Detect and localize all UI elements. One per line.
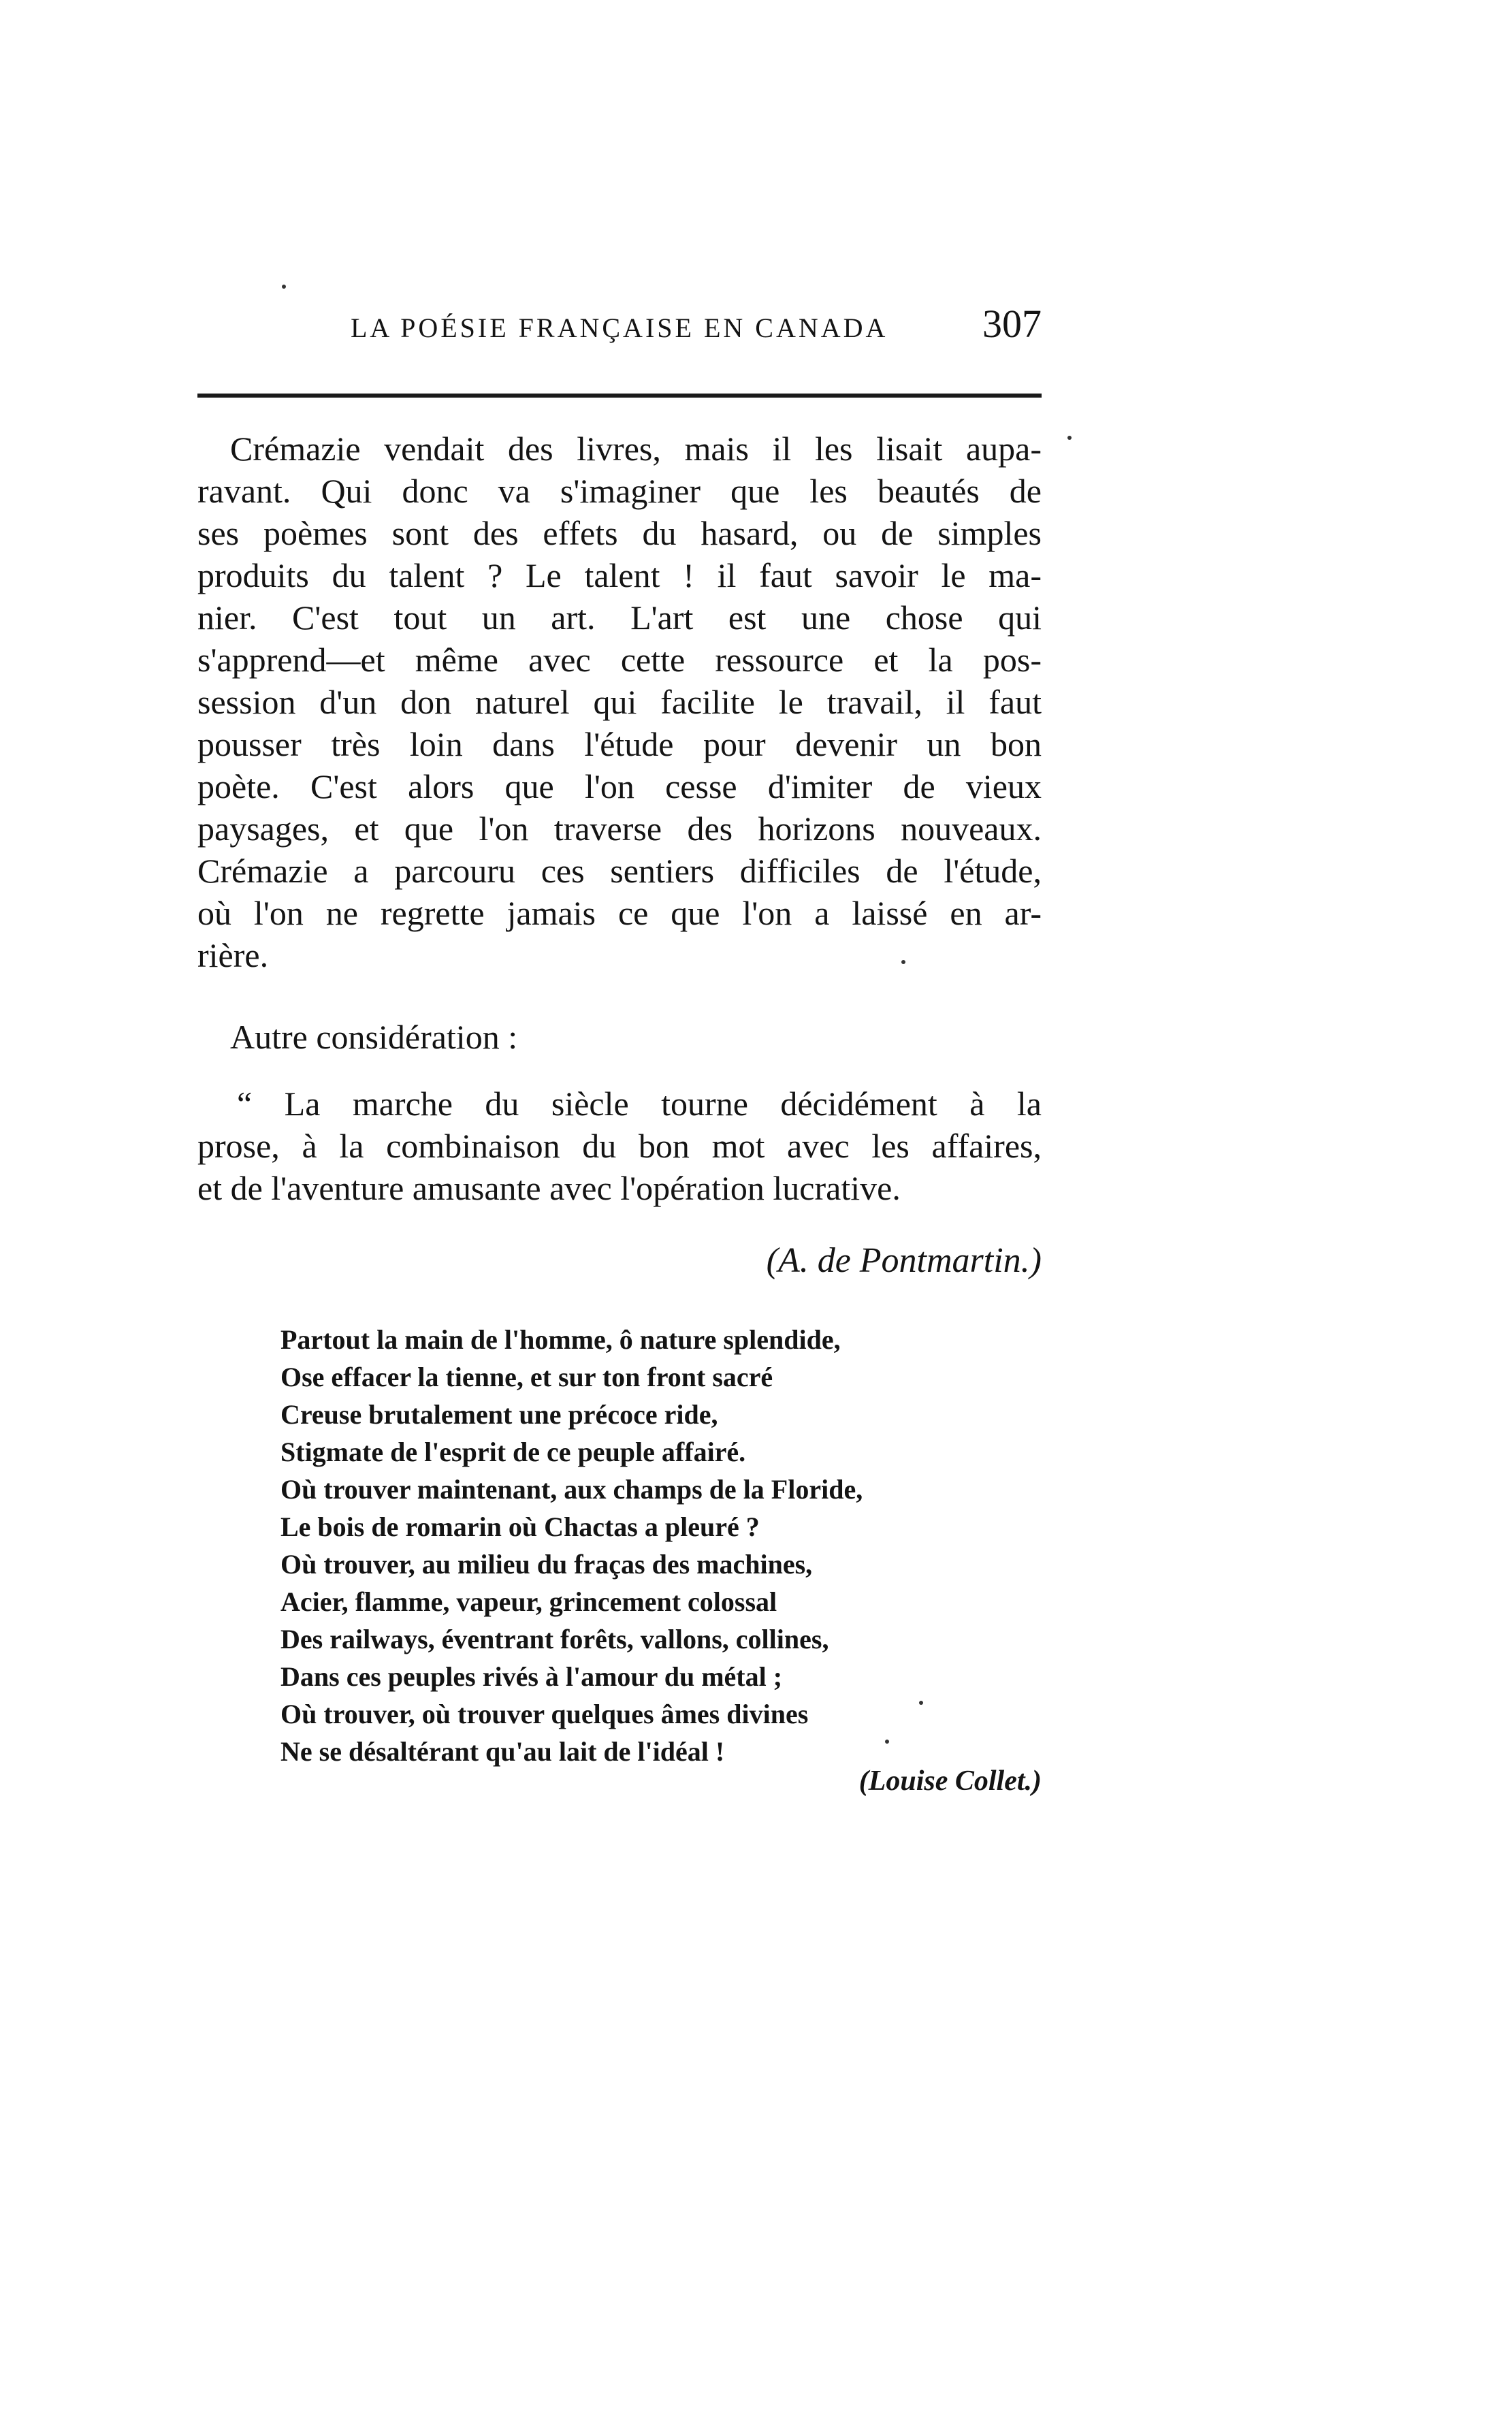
text-line: ses poèmes sont des effets du hasard, ou de simples	[197, 514, 1042, 552]
poem-line: Creuse brutalement une précoce ride,	[280, 1399, 718, 1430]
text-line: pousser très loin dans l'étude pour devenir un bon	[197, 725, 1042, 763]
poem-line: Dans ces peuples rivés à l'amour du métal ;	[280, 1661, 783, 1692]
running-title: LA POÉSIE FRANÇAISE EN CANADA	[351, 313, 888, 343]
paragraph-cremazie	[197, 428, 1042, 976]
print-speck	[919, 1701, 923, 1705]
text-line: Autre considération :	[230, 1018, 518, 1056]
quote-poem-collet	[280, 1321, 988, 1770]
poem-line: Stigmate de l'esprit de ce peuple affairé.	[280, 1437, 746, 1467]
paragraph-autre-consideration	[197, 1016, 1042, 1058]
header-rule	[197, 394, 1042, 398]
text-line: prose, à la combinaison du bon mot avec les affaires,	[197, 1127, 1042, 1165]
poem-line: Ose effacer la tienne, et sur ton front sacré	[280, 1362, 773, 1392]
print-speck	[885, 1740, 889, 1744]
page-number: 307	[982, 302, 1042, 346]
text-line: où l'on ne regrette jamais ce que l'on a laissé en ar-	[197, 894, 1042, 932]
poem-line: Ne se désaltérant qu'au lait de l'idéal !	[280, 1736, 725, 1767]
print-speck	[282, 285, 286, 289]
poem-line: Partout la main de l'homme, ô nature splendide,	[280, 1324, 841, 1355]
text-line: paysages, et que l'on traverse des horizons nouveaux.	[197, 810, 1042, 848]
text-line: et de l'aventure amusante avec l'opération lucrative.	[197, 1169, 901, 1207]
quote-pontmartin	[197, 1083, 1042, 1209]
text-line: ravant. Qui donc va s'imaginer que les beautés de	[197, 472, 1042, 510]
poem-line: Où trouver, où trouver quelques âmes divines	[280, 1699, 809, 1729]
print-speck	[901, 960, 905, 964]
text-line: Crémazie a parcouru ces sentiers difficiles de l'étude,	[197, 852, 1042, 890]
poem-line: Où trouver, au milieu du fraças des machines,	[280, 1549, 813, 1580]
print-speck	[1067, 436, 1072, 440]
poem-line: Acier, flamme, vapeur, grincement colossal	[280, 1586, 777, 1617]
text-line: rière.	[197, 936, 269, 974]
poem-line: Où trouver maintenant, aux champs de la Floride,	[280, 1474, 863, 1505]
text-line: “ La marche du siècle tourne décidément à la	[237, 1085, 1042, 1123]
quote-attribution-pontmartin: (A. de Pontmartin.)	[766, 1241, 1042, 1280]
text-line: s'apprend—et même avec cette ressource et la pos-	[197, 641, 1042, 679]
poem-line: Des railways, éventrant forêts, vallons, collines,	[280, 1624, 829, 1654]
poem-line: Le bois de romarin où Chactas a pleuré ?	[280, 1511, 760, 1542]
running-head	[197, 300, 1042, 361]
text-line: produits du talent ? Le talent ! il faut savoir le ma-	[197, 556, 1042, 594]
text-line: nier. C'est tout un art. L'art est une chose qui	[197, 598, 1042, 637]
text-line: poète. C'est alors que l'on cesse d'imiter de vieux	[197, 767, 1042, 805]
text-line: Crémazie vendait des livres, mais il les lisait aupa-	[230, 430, 1042, 468]
quote-attribution-collet: (Louise Collet.)	[858, 1765, 1042, 1797]
text-line: session d'un don naturel qui facilite le travail, il faut	[197, 683, 1042, 721]
